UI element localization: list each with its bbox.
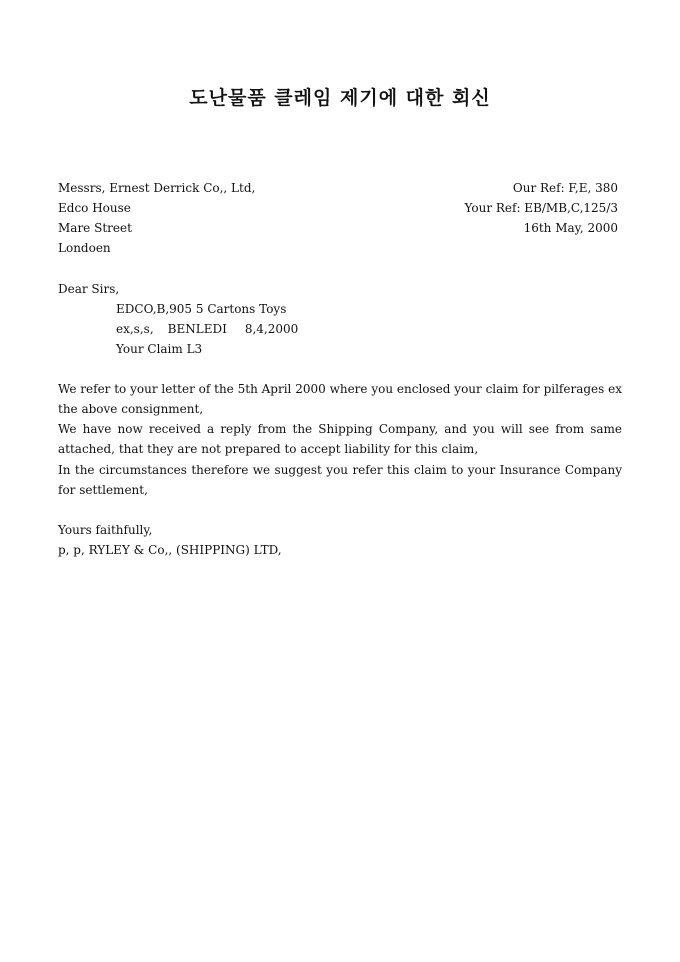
- body-paragraph-3-line-1: In the circumstances therefore we suggest you refer this claim to your Insurance Company: [58, 463, 622, 477]
- recipient-line-2: Edco House: [58, 201, 131, 215]
- subject-line-2: [116, 319, 298, 339]
- subject-vessel-date: 8,4,2000: [244, 322, 299, 336]
- body-paragraph-1-line-1: We refer to your letter of the 5th April 2000 where you enclosed your claim for pilferages ex: [58, 382, 622, 396]
- body-paragraph-3-line-2: for settlement,: [58, 483, 148, 497]
- letter-date: 16th May, 2000: [523, 221, 618, 235]
- subject-line-1: EDCO,B,905 5 Cartons Toys: [116, 302, 287, 316]
- recipient-line-1: Messrs, Ernest Derrick Co,, Ltd,: [58, 181, 256, 195]
- your-reference: Your Ref: EB/MB,C,125/3: [464, 201, 618, 215]
- valediction: Yours faithfully,: [58, 523, 153, 537]
- body-paragraph-2-line-2: attached, that they are not prepared to accept liability for this claim,: [58, 442, 479, 456]
- subject-vessel-name: BENLEDI: [167, 322, 227, 336]
- page-title: 도난물품 클레임 제기에 대한 회신: [189, 87, 491, 109]
- salutation: Dear Sirs,: [58, 282, 120, 296]
- recipient-line-4: Londoen: [58, 241, 111, 255]
- signatory: p, p, RYLEY & Co,, (SHIPPING) LTD,: [58, 543, 282, 557]
- our-reference: Our Ref: F,E, 380: [512, 181, 618, 195]
- body-paragraph-2-line-1: We have now received a reply from the Shipping Company, and you will see from same: [58, 422, 622, 436]
- subject-vessel-prefix: ex,s,s,: [116, 322, 154, 336]
- recipient-line-3: Mare Street: [58, 221, 132, 235]
- body-paragraph-1-line-2: the above consignment,: [58, 402, 204, 416]
- subject-line-3: Your Claim L3: [116, 342, 203, 356]
